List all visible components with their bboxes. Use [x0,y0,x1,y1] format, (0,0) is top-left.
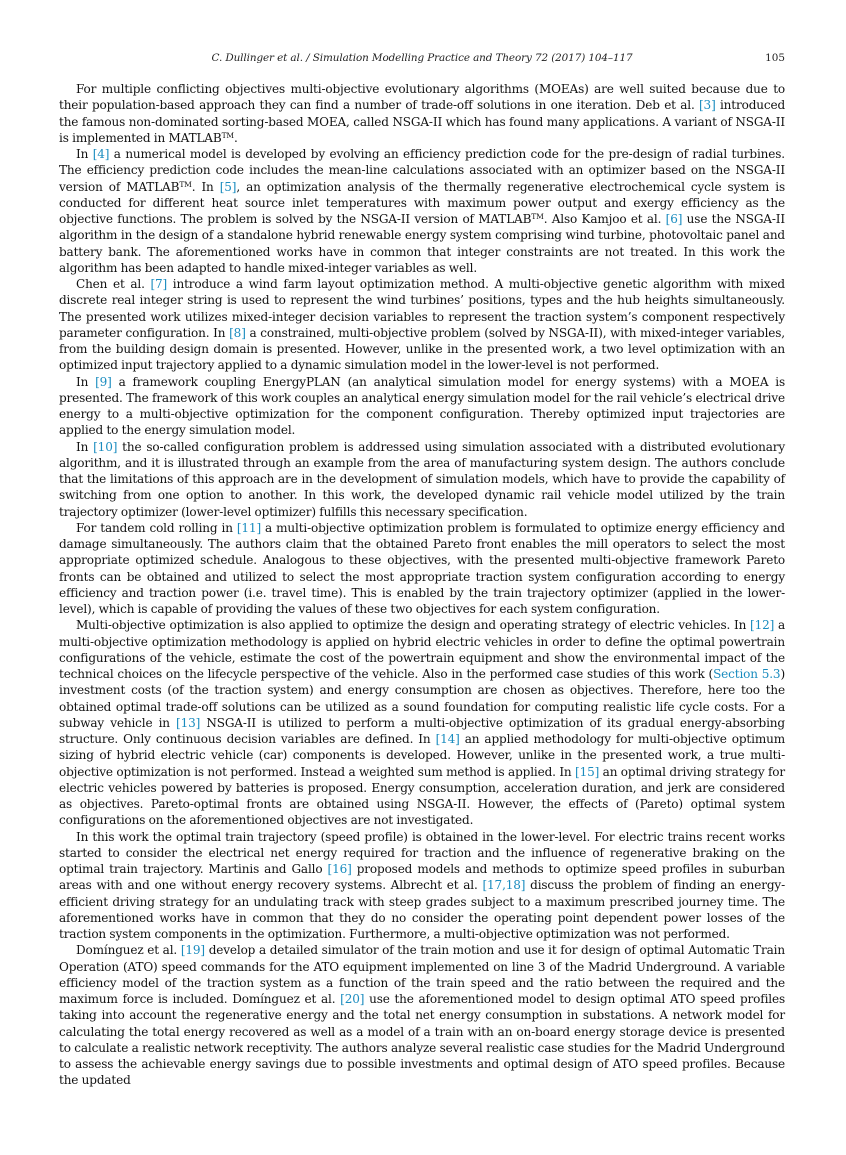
body-text [59,81,785,1089]
paragraph-5: In [10] the so-called configuration problem is addressed using simulation associated with a distributed evolutionary algorithm, and it is illustrated through an example from the area of manufacturing system design. The authors conclude that the limitations of this approach are in the development of simulation models, which have to provide the capability of switching from one option to another. In this work, the developed dynamic rail vehicle model utilized by the train trajectory optimizer (lower-level optimizer) fulfills this necessary specification. [59,439,785,519]
citation-link[interactable]: [16] [327,862,352,876]
paragraph-4: In [9] a framework coupling EnergyPLAN (an analytical simulation model for energy systems) with a MOEA is presented. The framework of this work couples an analytical energy simulation model for the rail vehicle’s electrical drive energy to a multi-objective optimization for the component configuration. Thereby optimized input trajectories are applied to the energy simulation model. [59,374,785,438]
citation-link[interactable]: [5] [219,179,237,194]
paragraph-2: In [4] a numerical model is developed by evolving an efficiency prediction code for the pre-design of radial turbines. The efficiency prediction code includes the mean-line calculations associated with an optimizer based on the NSGA-II version of MATLAB™. In [5], an optimization analysis of the thermally regenerative electrochemical cycle system is conducted for different heat source inlet temperatures with maximum power output and exergy efficiency as the objective functions. The problem is solved by the NSGA-II version of MATLAB™. Also Kamjoo et al. [6] use the NSGA-II algorithm in the design of a standalone hybrid renewable energy system comprising wind turbine, photovoltaic panel and battery bank. The aforementioned works have in common that integer constraints are not treated. In this work the algorithm has been adapted to handle mixed-integer variables as well. [59,147,785,275]
trademark-sup: TM [221,130,234,140]
running-title: C. Dullinger et al. / Simulation Modelling Practice and Theory 72 (2017) 104–117 [211,52,633,64]
citation-link[interactable]: [15] [575,764,600,779]
citation-link[interactable]: [8] [229,325,246,340]
trademark-sup: TM [179,179,192,189]
citation-link[interactable]: [19] [180,943,205,958]
citation-link[interactable]: [3] [699,98,716,113]
citation-link[interactable]: [17,18] [482,878,526,893]
citation-link[interactable]: [9] [95,374,112,389]
citation-link[interactable]: [7] [150,277,168,291]
page-number: 105 [765,52,785,64]
citation-link[interactable]: [20] [340,992,365,1006]
citation-link[interactable]: [11] [236,520,261,535]
paragraph-6: For tandem cold rolling in [11] a multi-objective optimization problem is formulated to optimize energy efficiency and damage simultaneously. The authors claim that the obtained Pareto front enables the mill operators to select the most appropriate optimized schedule. Analogous to these objectives, with the presented multi-objective framework Pareto fronts can be obtained and utilized to select the most appropriate traction system configuration according to energy efficiency and traction power (i.e. travel time). This is enabled by the train trajectory optimizer (applied in the lower-level), which is capable of providing the values of these two objectives for each system configuration. [59,520,785,616]
paragraph-7: Multi-objective optimization is also applied to optimize the design and operating strategy of electric vehicles. In [12] a multi-objective optimization methodology is applied on hybrid electric vehicles in order to define the optimal powertrain configurations of the vehicle, estimate the cost of the powertrain equipment and show the environmental impact of the technical choices on the lifecycle perspective of the vehicle. Also in the performed case studies of this work (Section 5.3) investment costs (of the traction system) and energy consumption are chosen as objectives. Therefore, here too the obtained optimal trade-off solutions can be utilized as a sound foundation for computing realistic life cycle costs. For a subway vehicle in [13] NSGA-II is utilized to perform a multi-objective optimization of its gradual energy-absorbing structure. Only continuous decision variables are defined. In [14] an applied methodology for multi-objective optimum sizing of hybrid electric vehicle (car) components is developed. However, unlike in the presented work, a true multi-objective optimization is not performed. Instead a weighted sum method is applied. In [15] an optimal driving strategy for electric vehicles powered by batteries is proposed. Energy consumption, acceleration duration, and jerk are considered as objectives. Pareto-optimal fronts are obtained using NSGA-II. However, the effects of (Pareto) optimal system configurations on the aforementioned objectives are not investigated. [59,618,785,828]
citation-link[interactable]: [10] [93,439,118,454]
citation-link[interactable]: [13] [176,715,201,730]
citation-link[interactable]: [6] [665,212,683,226]
paragraph-8: In this work the optimal train trajectory (speed profile) is obtained in the lower-level. For electric trains recent works started to consider the electrical net energy required for traction and the influence of regenerative braking on the optimal train trajectory. Martinis and Gallo [16] proposed models and methods to optimize speed profiles in suburban areas with and one without energy recovery systems. Albrecht et al. [17,18] discuss the problem of finding an energy-efficient driving strategy for an undulating track with steep grades subject to a maximum prescribed journey time. The aforementioned works have in common that they do no consider the operating point dependent power losses of the traction system components in the optimization. Furthermore, a multi-objective optimization was not performed. [59,829,786,941]
paragraph-9: Domínguez et al. [19] develop a detailed simulator of the train motion and use it for design of optimal Automatic Train Operation (ATO) speed commands for the ATO equipment implemented on line 3 of the Madrid Underground. A variable efficiency model of the traction system as a function of the train speed and the ratio between the required and the maximum force is included. Domínguez et al. [20] use the aforementioned model to design optimal ATO speed profiles taking into account the regenerative energy and the total net energy consumption in substations. A network model for calculating the total energy recovered as well as a model of a train with an on-board energy storage device is presented to calculate a realistic network receptivity. The authors analyze several realistic case studies for the Madrid Underground to assess the achievable energy savings due to possible investments and optimal design of ATO speed profiles. Because the updated [59,943,785,1088]
citation-link[interactable]: [14] [435,732,460,746]
running-header [59,52,785,68]
trademark-sup: TM [531,212,544,221]
paragraph-1: For multiple conflicting objectives multi-objective evolutionary algorithms (MOEAs) are well suited because due to their population-based approach they can find a number of trade-off solutions in one iteration. Deb et al. [3] introduced the famous non-dominated sorting-based MOEA, called NSGA-II which has found many applications. A variant of NSGA-II is implemented in MATLAB™. [59,82,786,145]
citation-link[interactable]: [12] [750,618,775,633]
citation-link[interactable]: [4] [92,147,110,161]
paragraph-3: Chen et al. [7] introduce a wind farm layout optimization method. A multi-objective genetic algorithm with mixed discrete real integer string is used to represent the wind turbines’ positions, types and the hub heights simultaneously. The presented work utilizes mixed-integer decision variables to represent the traction system’s component respectively parameter configuration. In [8] a constrained, multi-objective problem (solved by NSGA-II), with mixed-integer variables, from the building design domain is presented. However, unlike in the presented work, a two level optimization with an optimized input trajectory applied to a dynamic simulation model in the lower-level is not performed. [59,277,785,373]
section-link[interactable]: Section 5.3 [713,667,781,681]
